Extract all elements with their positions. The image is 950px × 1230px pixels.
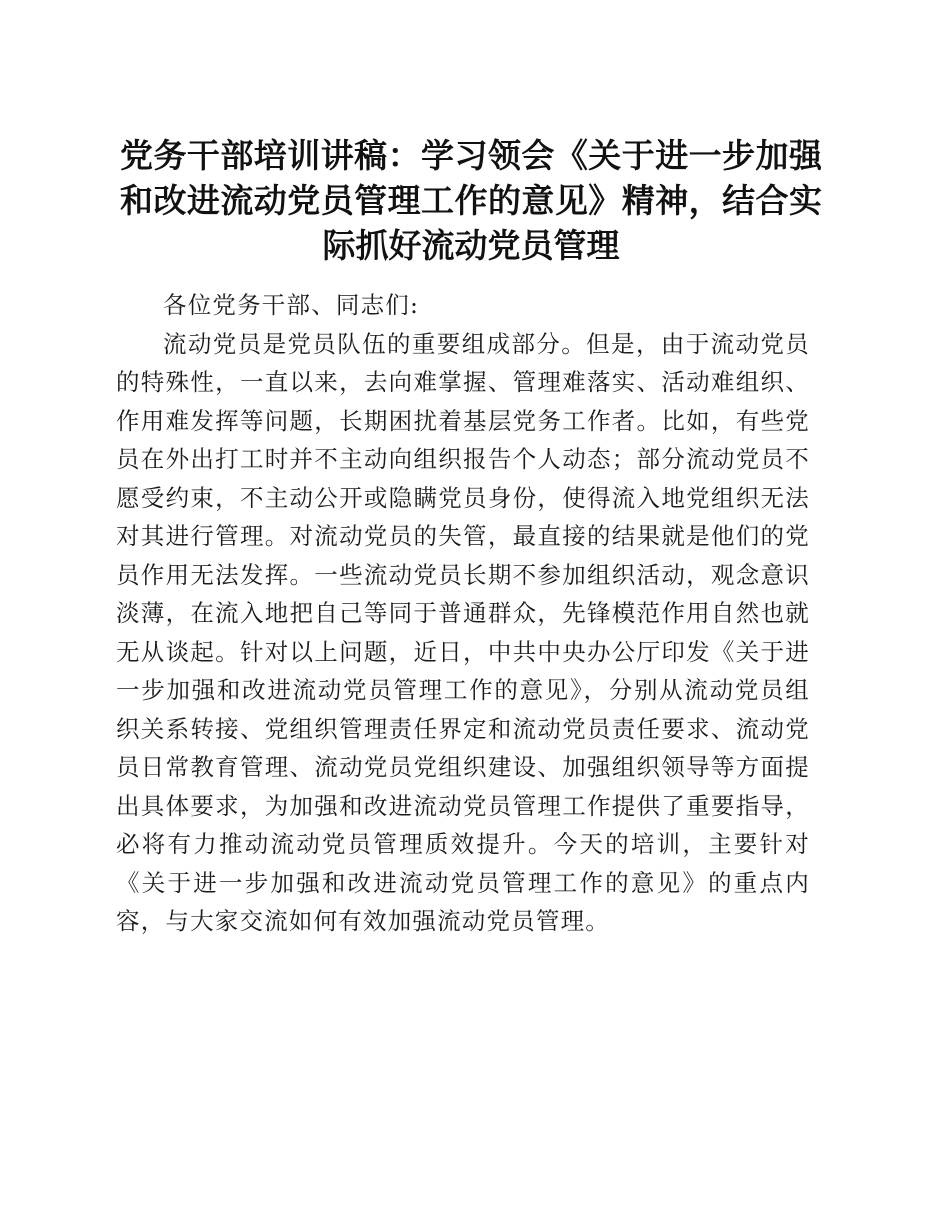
body-paragraph: 流动党员是党员队伍的重要组成部分。但是，由于流动党员的特殊性，一直以来，去向难掌握、管理难落实、活动难组织、作用难发挥等问题，长期困扰着基层党务工作者。比如，有些党员在外出打工时并不主动向组织报告个人动态；部分流动党员不愿受约束，不主动公开或隐瞒党员身份，使得流入地党组织无法对其进行管理。对流动党员的失管，最直接的结果就是他们的党员作用无法发挥。一些流动党员长期不参加组织活动，观念意识淡薄，在流入地把自己等同于普通群众，先锋模范作用自然也就无从谈起。针对以上问题，近日，中共中央办公厅印发《关于进一步加强和改进流动党员管理工作的意见》，分别从流动党员组织关系转接、党组织管理责任界定和流动党员责任要求、流动党员日常教育管理、流动党员党组织建设、加强组织领导等方面提出具体要求，为加强和改进流动党员管理工作提供了重要指导，必将有力推动流动党员管理质效提升。今天的培训，主要针对《关于进一步加强和改进流动党员管理工作的意见》的重点内容，与大家交流如何有效加强流动党员管理。 (116, 329, 810, 935)
document-body (116, 286, 810, 941)
salutation: 各位党务干部、同志们: (163, 291, 420, 319)
document-title: 党务干部培训讲稿：学习领会《关于进一步加强和改进流动党员管理工作的意见》精神，结合实际抓好流动党员管理 (120, 136, 822, 265)
